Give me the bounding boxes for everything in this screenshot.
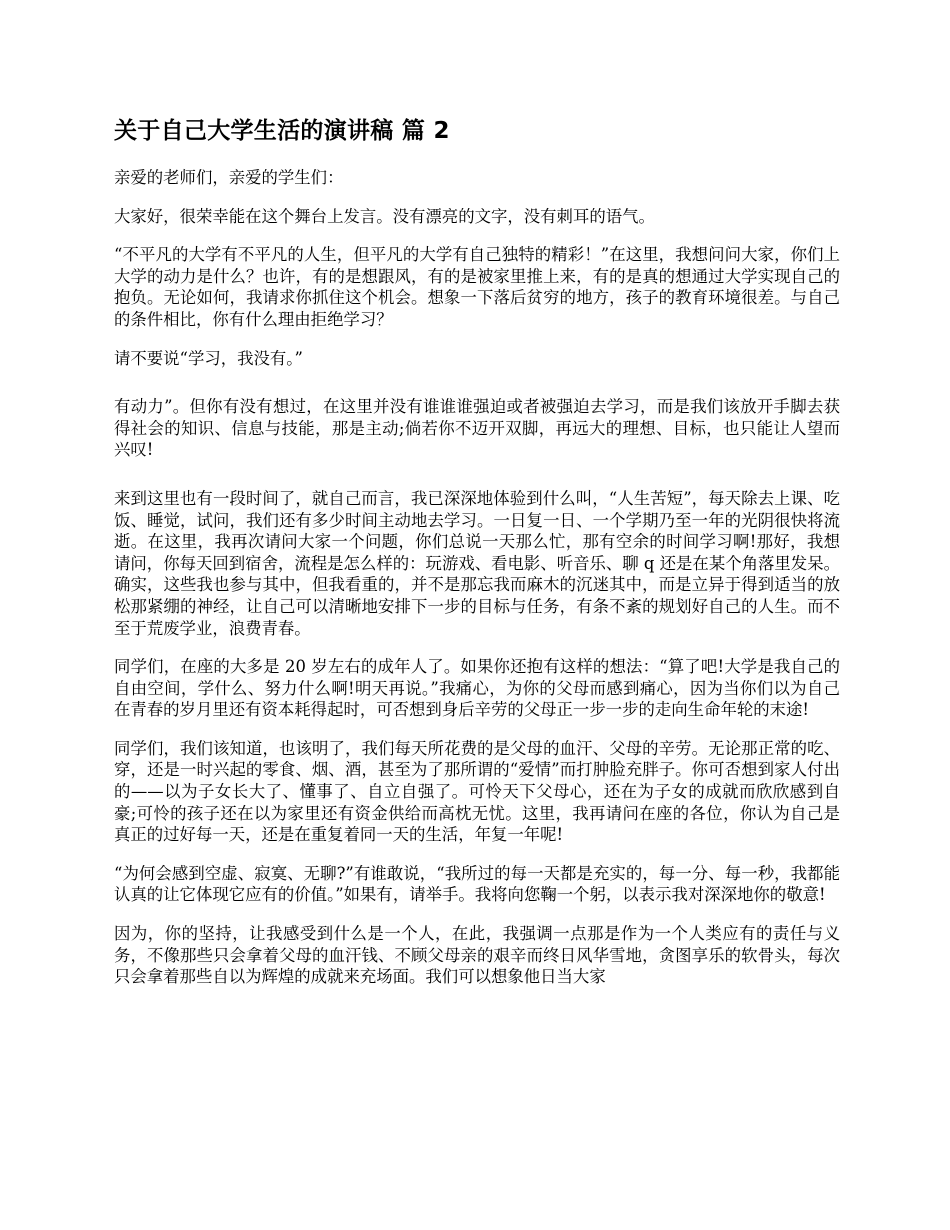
paragraph-parents: 同学们，在座的大多是 20 岁左右的成年人了。如果你还抱有这样的想法：“算了吧!大学是我自己的自由空间，学什么、努力什么啊!明天再说。”我痛心，为你的父母而感到痛心，因为当你们以为自己在青春的岁月里还有资本耗得起时，可否想到身后辛劳的父母正一步一步的走向生命年轮的末途! [114, 657, 840, 720]
document-content [114, 114, 840, 1005]
paragraph-emptiness: “为何会感到空虚、寂寞、无聊?”有谁敢说，“我所过的每一天都是充实的，每一分、每一秒，我都能认真的让它体现它应有的价值。”如果有，请举手。我将向您鞠一个躬，以表示我对深深地你的敬意! [114, 863, 840, 905]
paragraph-responsibility: 因为，你的坚持，让我感受到什么是一个人，在此，我强调一点那是作为一个人类应有的责任与义务，不像那些只会拿着父母的血汗钱、不顾父母亲的艰辛而终日风华雪地，贪图享乐的软骨头，每次只会拿着那些自以为辉煌的成就来充场面。我们可以想象他日当大家 [114, 924, 840, 987]
paragraph-greeting: 亲爱的老师们，亲爱的学生们： [114, 168, 344, 187]
paragraph-request: 请不要说“学习，我没有。” [114, 348, 303, 368]
document-title: 关于自己大学生活的演讲稿 篇 2 [114, 118, 450, 144]
paragraph-sacrifice: 同学们，我们该知道，也该明了，我们每天所花费的是父母的血汗、父母的辛劳。无论那正常的吃、穿，还是一时兴起的零食、烟、酒，甚至为了那所谓的“爱情”而打肿脸充胖子。你可否想到家人付出的——以为子女长大了、懂事了、自立自强了。可怜天下父母心，还在为子女的成就而欣欣感到自豪;可怜的孩子还在以为家里还有资金供给而高枕无忧。这里，我再请问在座的各位，你认为自己是真正的过好每一天，还是在重复着同一天的生活，年复一年呢! [114, 738, 840, 845]
paragraph-initiative: 有动力”。但你有没有想过，在这里并没有谁谁谁强迫或者被强迫去学习，而是我们该放开手脚去获得社会的知识、信息与技能，那是主动;倘若你不迈开双脚，再远大的理想、目标，也只能让人望而兴叹! [114, 397, 840, 460]
paragraph-opening: 大家好，很荣幸能在这个舞台上发言。没有漂亮的文字，没有刺耳的语气。 [114, 206, 655, 226]
paragraph-motivation: “不平凡的大学有不平凡的人生，但平凡的大学有自己独特的精彩！”在这里，我想问问大家，你们上大学的动力是什么？也许，有的是想跟风，有的是被家里推上来，有的是真的想通过大学实现自己的抱负。无论如何，我请求你抓住这个机会。想象一下落后贫穷的地方，孩子的教育环境很差。与自己的条件相比，你有什么理由拒绝学习？ [114, 245, 840, 329]
paragraph-time: 来到这里也有一段时间了，就自己而言，我已深深地体验到什么叫，“人生苦短”，每天除去上课、吃饭、睡觉，试问，我们还有多少时间主动地去学习。一日复一日、一个学期乃至一年的光阴很快将流逝。在这里，我再次请问大家一个问题，你们总说一天那么忙，那有空余的时间学习啊!那好，我想请问，你每天回到宿舍，流程是怎么样的：玩游戏、看电影、听音乐、聊 q 还是在某个角落里发呆。确实，这些我也参与其中，但我看重的，并不是那忘我而麻木的沉迷其中，而是立异于得到适当的放松那紧绷的神经，让自己可以清晰地安排下一步的目标与任务，有条不紊的规划好自己的人生。而不至于荒废学业，浪费青春。 [114, 488, 840, 638]
